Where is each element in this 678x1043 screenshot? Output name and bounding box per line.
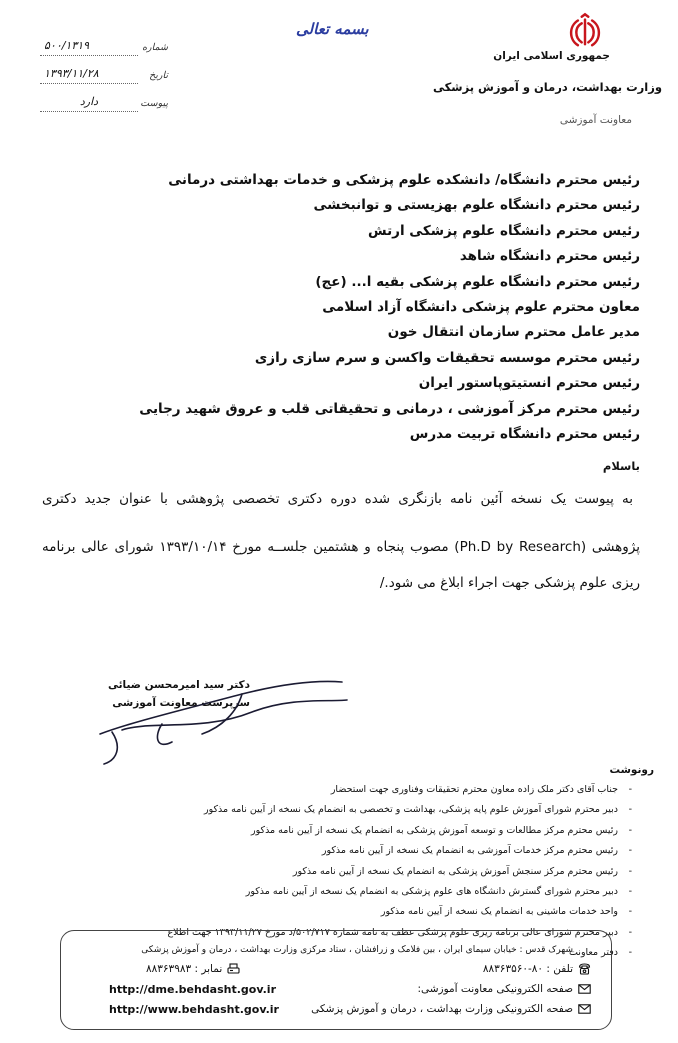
signer-name: دکتر سید امیرمحسن ضیائی (107, 679, 250, 691)
cc-item: - رئیس محترم مرکز مطالعات و توسعه آموزش پزشکی به انضمام یک نسخه از آیین نامه مذکور (167, 821, 632, 841)
cc-label: رونوشت (609, 764, 654, 776)
edu-site-label: صفحه الکترونیکی معاونت آموزشی: (417, 983, 573, 995)
phone-label: تلفن : (546, 963, 573, 975)
letter-meta (40, 28, 168, 112)
footer-address: شهرک قدس : خیابان سیمای ایران ، بین فلامک و زرافشان ، ستاد مرکزی وزارت بهداشت ، درمان و آموزش پزشکی (141, 945, 573, 955)
addressee: معاون محترم علوم پزشکی دانشگاه آزاد اسلامی (322, 299, 640, 316)
letter-date (40, 66, 138, 84)
cc-item: - دبیر محترم شورای آموزش علوم پایه پزشکی، بهداشت و تخصصی به انضمام یک نسخه از آیین نامه مذکور (167, 800, 632, 820)
footer-fax (146, 963, 240, 975)
letter-number-value: ۵۰۰/۱۳۱۹ (44, 39, 90, 52)
date-label: تاریخ (149, 70, 168, 81)
attachment-label: پیوست (140, 98, 168, 109)
fax-number: ۸۸۳۶۳۹۸۳ (146, 963, 192, 975)
addressee: رئیس محترم مرکز آموزشی ، درمانی و تحقیقاتی قلب و عروق شهید رجایی (139, 400, 640, 417)
addressee: رئیس محترم دانشگاه علوم پزشکی بقیه ا... (عج) (315, 273, 640, 290)
body-line: به پیوست یک نسخه آئین نامه بازنگری شده دوره دکتری تخصصی پژوهشی با عنوان جدید دکتری (42, 491, 633, 507)
fax-icon (227, 963, 240, 975)
ministry-site-label: صفحه الکترونیکی وزارت بهداشت ، درمان و آموزش پزشکی (311, 1003, 573, 1015)
meta-number-row (40, 28, 168, 56)
addressee: رئیس محترم دانشگاه شاهد (459, 248, 640, 265)
cc-item: - دبیر محترم شورای عالی برنامه ریزی علوم پزشکی عطف به نامه شماره ۵۰۲/۷۱۷/د مورخ ۱۳۹۳/۱۱/۲۷ جهت اطلاع (167, 923, 632, 943)
cc-item: - دبیر محترم شورای گسترش دانشگاه های علوم پزشکی به انضمام یک نسخه از آیین نامه مذکور (167, 882, 632, 902)
meta-date-row (40, 56, 168, 84)
greeting: باسلام (602, 459, 640, 473)
number-label: شماره (142, 42, 168, 53)
phone-number: ۸۸۳۶۳۵۶۰-۸۰ (482, 963, 544, 975)
header-ministry: وزارت بهداشت، درمان و آموزش پزشکی (432, 80, 662, 94)
letter-number (40, 38, 138, 56)
footer-contact-box (60, 930, 612, 1030)
addressee: رئیس محترم دانشگاه علوم پزشکی ارتش (368, 222, 640, 239)
meta-attachment-row (40, 84, 168, 112)
header-country: جمهوری اسلامی ایران (493, 50, 610, 62)
body-line: ریزی علوم پزشکی جهت اجراء ابلاغ می شود./ (379, 575, 640, 591)
cc-item: - واحد خدمات ماشینی به انضمام یک نسخه از آیین نامه مذکور (167, 902, 632, 922)
addressee: رئیس محترم دانشگاه تربیت مدرس (409, 426, 640, 443)
fax-label: نمابر : (194, 963, 223, 975)
cc-item: - دفتر معاونت (167, 943, 632, 963)
attachment-value: دارد (40, 94, 138, 112)
footer-phone (483, 963, 591, 975)
ministry-site-link[interactable]: http://www.behdasht.gov.ir (109, 1003, 279, 1016)
addressee: رئیس محترم انستیتوپاستور ایران (418, 375, 640, 392)
letter-date-value: ۱۳۹۳/۱۱/۲۸ (44, 67, 99, 80)
footer-edu-site (417, 983, 591, 995)
cc-item: - رئیس محترم مرکز خدمات آموزشی به انضمام یک نسخه از آیین نامه مذکور (167, 841, 632, 861)
basmala-heading: بسمه تعالی (296, 20, 369, 38)
cc-item: - جناب آقای دکتر ملک زاده معاون محترم تحقیقات وفناوری جهت استحضار (167, 780, 632, 800)
edu-site-link[interactable]: http://dme.behdasht.gov.ir (109, 983, 276, 996)
signer-title: سرپرست معاونت آموزشی (112, 697, 250, 709)
addressee: مدیر عامل محترم سازمان انتقال خون (387, 324, 640, 341)
iran-emblem-icon (566, 10, 604, 50)
phone-icon (578, 963, 591, 975)
cc-item: - رئیس محترم مرکز سنجش آموزش پزشکی به انضمام یک نسخه از آیین نامه مذکور (167, 862, 632, 882)
body-line: پژوهشی (Ph.D by Research) مصوب پنجاه و هشتمین جلســه مورخ ۱۳۹۳/۱۰/۱۴ شورای عالی برنامه (42, 539, 641, 555)
envelope-icon (578, 984, 591, 994)
addressee-list (40, 168, 640, 447)
footer-ministry-site (311, 1003, 591, 1015)
handwritten-signature (92, 672, 352, 767)
addressee: رئیس محترم دانشگاه علوم بهزیستی و توانبخشی (313, 197, 640, 214)
header-deputy: معاونت آموزشی (559, 114, 632, 126)
addressee: رئیس محترم موسسه تحقیقات واکسن و سرم سازی رازی (254, 349, 640, 366)
envelope-icon (578, 1004, 591, 1014)
addressee: رئیس محترم دانشگاه/ دانشکده علوم پزشکی و خدمات بهداشتی درمانی (168, 172, 640, 188)
